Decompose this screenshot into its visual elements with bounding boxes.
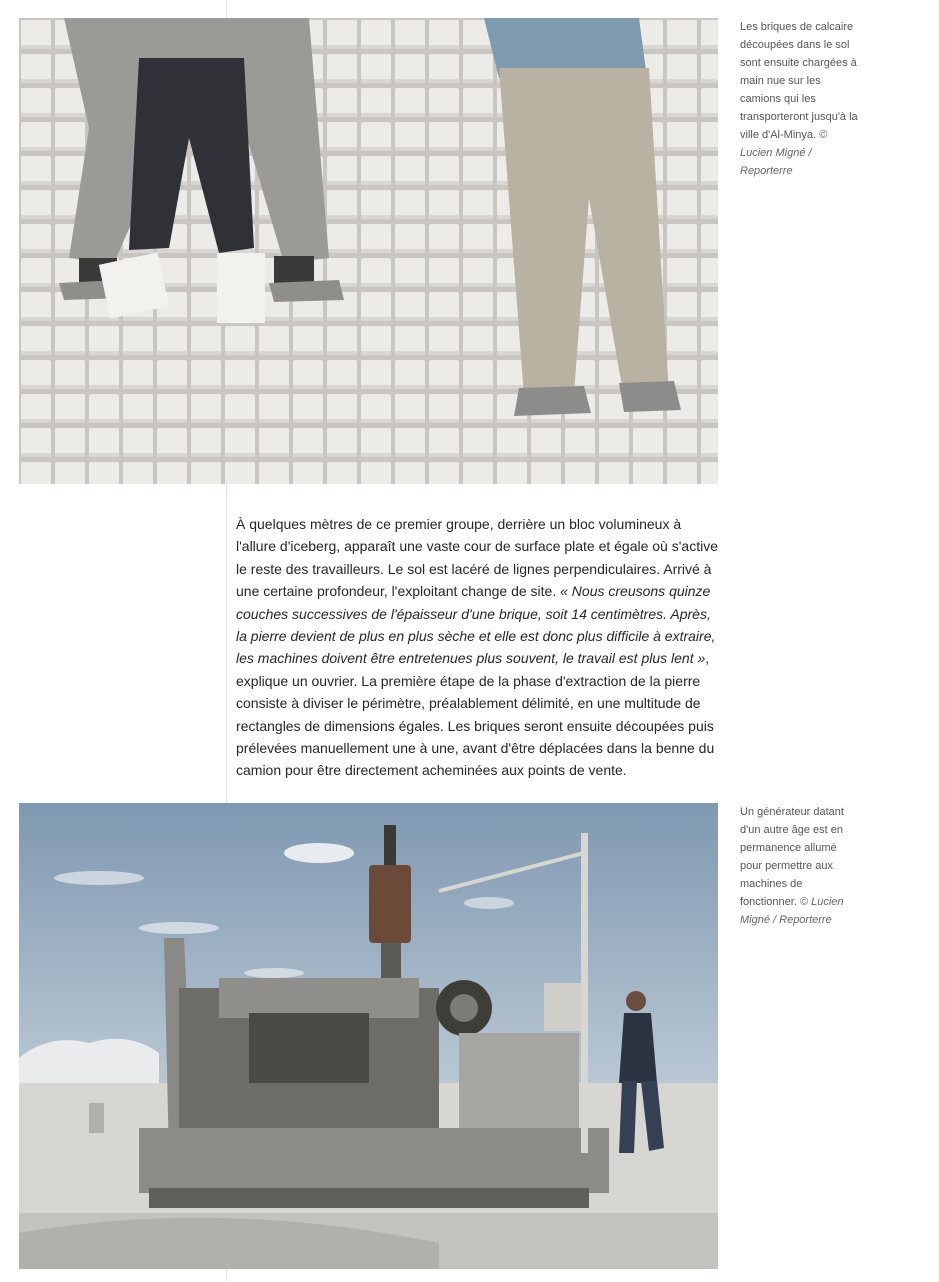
caption-text: Un générateur datant d'un autre âge est en permanence allumé pour permettre aux machines de fonctionner. xyxy=(740,806,844,908)
article-body xyxy=(236,513,718,782)
caption-bricks xyxy=(740,18,860,180)
photo-bricks xyxy=(19,18,718,484)
paragraph-intro: À quelques mètres de ce premier groupe, derrière un bloc volumineux à l'allure d'iceberg, apparaît une vaste cour de surface plate et égale où s'active le reste des travailleurs. Le sol est lacéré de lignes perpendiculaires. Arrivé à une certaine profondeur, l'exploitant change de site. xyxy=(236,516,718,600)
paragraph-outro: , explique un ouvrier. La première étape de la phase d'extraction de la pierre consiste à diviser le périmètre, préalablement délimité, en une multitude de rectangles de dimensions égales. Les briques seront ensuite découpées puis prélevées manuellement une à une, avant d'être déplacées dans la benne du camion pour être directement acheminées aux points de vente. xyxy=(236,650,715,779)
worker-quote: « Nous creusons quinze couches successives de l'épaisseur d'une brique, soit 14 centimètres. Après, la pierre devient de plus en plus sèche et elle est donc plus difficile à extraire, les machines doivent être entretenues plus souvent, le travail est plus lent » xyxy=(236,583,716,667)
article-paragraph xyxy=(236,513,718,782)
photo-generator xyxy=(19,803,718,1269)
caption-text: Les briques de calcaire découpées dans le sol sont ensuite chargées à main nue sur les camions qui les transporteront jusqu'à la ville d'Al-Minya. xyxy=(740,21,858,141)
caption-generator xyxy=(740,803,860,929)
photo-credit: © Lucien Migné / Reporterre xyxy=(740,896,844,926)
photo-credit: © Lucien Migné / Reporterre xyxy=(740,129,828,177)
